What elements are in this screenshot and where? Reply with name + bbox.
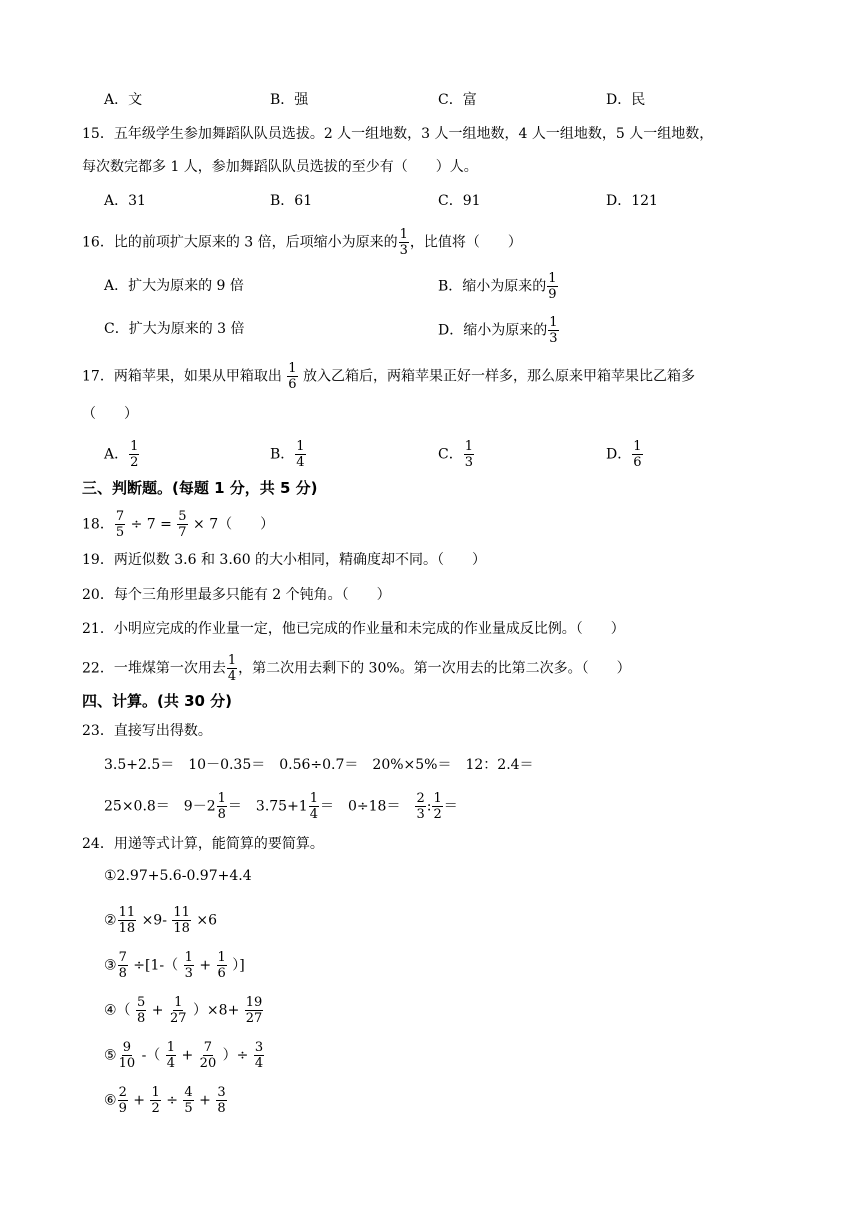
expr-fraction [217, 951, 227, 980]
q15-option-d: D．121 [606, 193, 658, 209]
q24-expr-1: ①2.97+5.6-0.97+4.4 [104, 868, 252, 884]
frac-num: 3 [254, 1040, 264, 1055]
q18-fraction-1 [115, 510, 125, 539]
q16-stem-post: ，比值将（ ） [409, 234, 522, 251]
frac-den: 3 [464, 455, 473, 470]
q22 [82, 654, 631, 683]
q22-pre: 22．一堆煤第一次用去 [82, 660, 226, 677]
q17-option-b [270, 440, 307, 469]
q20: 20．每个三角形里最多只能有 2 个钝角。（ ） [82, 587, 391, 603]
q24-expr-2 [104, 906, 217, 935]
q24-expr-3 [104, 951, 245, 980]
expr-op: ）] [232, 957, 245, 974]
section-4-heading: 四、计算。(共 30 分) [82, 692, 233, 710]
frac-num: 2 [416, 791, 425, 806]
expr-op: ）÷ [222, 1047, 249, 1064]
q14-option-d: D．民 [606, 92, 646, 108]
expr-fraction [254, 1041, 264, 1070]
q23-r2-fraction-c1 [415, 792, 425, 821]
q16-option-d-text: D．缩小为原来的 [438, 322, 548, 339]
q16-option-a: A．扩大为原来的 9 倍 [104, 278, 244, 294]
frac-num: 1 [309, 791, 318, 806]
q17-stem [82, 362, 695, 391]
q23-r2-fraction-a [217, 792, 227, 821]
q22-post: ，第二次用去剩下的 30%。第一次用去的比第二次多。（ ） [238, 660, 631, 677]
frac-num: 19 [245, 995, 263, 1010]
expr-number: ④（ [104, 1002, 131, 1019]
frac-den: 6 [288, 377, 297, 392]
option-label: C． [438, 446, 463, 463]
option-label: A． [104, 446, 129, 463]
frac-den: 5 [184, 1101, 193, 1116]
expr-number: ⑤ [104, 1047, 117, 1064]
frac-num: 4 [184, 1085, 193, 1100]
option-fraction [464, 440, 474, 469]
q18-divide: ÷ 7 = [130, 516, 172, 533]
frac-den: 9 [548, 287, 557, 302]
frac-den: 4 [166, 1056, 176, 1071]
q15-line2: 每次数完都多 1 人，参加舞蹈队队员选拔的至少有（ ）人。 [82, 159, 478, 175]
frac-den: 10 [118, 1056, 136, 1071]
frac-den: 2 [151, 1101, 160, 1116]
expr-op: + [199, 1092, 211, 1109]
frac-num: 1 [217, 950, 226, 965]
expr-op: ×6 [196, 912, 218, 929]
expr-fraction [184, 951, 194, 980]
frac-num: 1 [151, 1085, 160, 1100]
q18-fraction-2 [177, 510, 187, 539]
q24-title: 24．用递等式计算，能简算的要简算。 [82, 836, 324, 852]
expr-number: ② [104, 912, 117, 929]
q23-r2-end: ＝ [443, 798, 458, 815]
expr-op: -（ [141, 1047, 161, 1064]
q23-r2-fraction-b [309, 792, 319, 821]
q23-r2-part-c: ＝ 0÷18＝ [320, 798, 415, 815]
q16-option-b [438, 272, 559, 301]
frac-num: 1 [227, 653, 237, 668]
frac-num: 3 [217, 1085, 226, 1100]
frac-num: 1 [288, 361, 297, 376]
frac-num: 1 [464, 439, 473, 454]
q16-option-b-text: B．缩小为原来的 [438, 278, 547, 295]
q17-option-c [438, 440, 475, 469]
q16-option-c: C．扩大为原来的 3 倍 [104, 321, 245, 337]
frac-num: 1 [433, 791, 442, 806]
frac-num: 7 [203, 1040, 213, 1055]
frac-den: 18 [173, 921, 190, 936]
frac-num: 1 [296, 439, 305, 454]
expr-op: ）×8+ [192, 1002, 240, 1019]
frac-den: 8 [118, 966, 127, 981]
frac-den: 9 [118, 1101, 127, 1116]
frac-num: 1 [549, 315, 558, 330]
q23-title: 23．直接写出得数。 [82, 723, 212, 739]
option-fraction [295, 440, 305, 469]
frac-den: 8 [217, 807, 226, 822]
q21: 21．小明应完成的作业量一定，他已完成的作业量和未完成的作业量成反比例。（ ） [82, 621, 625, 637]
option-label: B． [270, 446, 295, 463]
option-fraction [632, 440, 642, 469]
expr-fraction [245, 996, 264, 1025]
frac-den: 27 [245, 1011, 263, 1026]
expr-fraction [183, 1086, 193, 1115]
expr-fraction [136, 996, 146, 1025]
expr-fraction [118, 906, 137, 935]
q16-option-d-fraction [548, 316, 558, 345]
q17-stem-pre: 17．两箱苹果，如果从甲箱取出 [82, 368, 282, 385]
expr-fraction [150, 1086, 160, 1115]
q24-expr-5 [104, 1041, 265, 1070]
q19: 19．两近似数 3.6 和 3.60 的大小相同，精确度却不同。（ ） [82, 552, 487, 568]
q23-r2-ratio-sep: : [426, 798, 432, 815]
q15-option-b: B．61 [270, 193, 313, 209]
frac-num: 1 [166, 1040, 176, 1055]
frac-den: 7 [178, 525, 187, 540]
expr-op: + [151, 1002, 164, 1019]
q23-r2-part-b: ＝ 3.75+1 [227, 798, 308, 815]
frac-den: 4 [254, 1056, 264, 1071]
frac-num: 11 [173, 905, 190, 920]
frac-den: 2 [433, 807, 442, 822]
q16-stem-pre: 16．比的前项扩大原来的 3 倍，后项缩小为原来的 [82, 234, 398, 251]
frac-num: 1 [217, 791, 226, 806]
q18-number: 18． [82, 516, 114, 533]
expr-fraction [216, 1086, 226, 1115]
expr-number: ⑥ [104, 1092, 117, 1109]
expr-op: ×9- [141, 912, 167, 929]
q16-frac-num: 1 [399, 227, 408, 242]
frac-den: 20 [199, 1056, 217, 1071]
frac-den: 2 [130, 455, 139, 470]
q24-expr-6 [104, 1086, 228, 1115]
q17-option-d [606, 440, 644, 469]
frac-den: 5 [115, 525, 125, 540]
frac-den: 18 [118, 921, 136, 936]
expr-fraction [118, 951, 128, 980]
q16-fraction [399, 228, 409, 257]
frac-num: 7 [115, 509, 125, 524]
frac-num: 1 [548, 271, 557, 286]
q17-option-a [104, 440, 140, 469]
q15-option-c: C．91 [438, 193, 481, 209]
frac-den: 4 [309, 807, 318, 822]
expr-op: + [133, 1092, 146, 1109]
frac-num: 1 [633, 439, 642, 454]
q14-option-c: C．富 [438, 92, 477, 108]
q18 [82, 510, 274, 539]
expr-fraction [199, 1041, 218, 1070]
q23-row-1: 3.5+2.5＝ 10－0.35＝ 0.56÷0.7＝ 20%×5%＝ 12：2.4＝ [104, 757, 534, 773]
q17-fraction [287, 362, 297, 391]
q16-option-d [438, 316, 560, 345]
q23-row-2 [104, 792, 458, 821]
q14-option-a: A．文 [104, 92, 143, 108]
section-3-heading: 三、判断题。(每题 1 分，共 5 分) [82, 479, 318, 497]
frac-den: 27 [169, 1011, 187, 1026]
q22-fraction [227, 654, 237, 683]
expr-op: + [199, 957, 212, 974]
option-fraction [129, 440, 139, 469]
frac-num: 1 [184, 950, 193, 965]
expr-fraction [166, 1041, 176, 1070]
frac-den: 3 [184, 966, 193, 981]
frac-den: 6 [217, 966, 226, 981]
frac-num: 9 [122, 1040, 131, 1055]
frac-den: 6 [633, 455, 642, 470]
frac-num: 7 [118, 950, 127, 965]
frac-den: 4 [227, 669, 237, 684]
expr-fraction [118, 1041, 137, 1070]
frac-num: 11 [118, 905, 136, 920]
q16-frac-den: 3 [399, 243, 408, 258]
expr-op: + [181, 1047, 194, 1064]
frac-den: 3 [416, 807, 425, 822]
frac-den: 8 [217, 1101, 226, 1116]
expr-fraction [118, 1086, 128, 1115]
expr-op: ÷ [166, 1092, 178, 1109]
q16-option-b-fraction [547, 272, 557, 301]
frac-num: 1 [174, 995, 183, 1010]
expr-fraction [172, 906, 191, 935]
frac-den: 4 [296, 455, 305, 470]
q15-line1: 15．五年级学生参加舞蹈队队员选拔。2 人一组地数，3 人一组地数，4 人一组地数，5 人一组地数， [82, 126, 714, 142]
frac-den: 3 [549, 331, 558, 346]
q14-option-b: B．强 [270, 92, 309, 108]
expr-number: ③ [104, 957, 117, 974]
frac-num: 5 [178, 509, 187, 524]
option-label: D． [606, 446, 632, 463]
q15-option-a: A．31 [104, 193, 146, 209]
q17-stem-post: 放入乙箱后，两箱苹果正好一样多，那么原来甲箱苹果比乙箱多 [303, 368, 696, 385]
frac-num: 1 [130, 439, 139, 454]
q17-answer-blank: （ ） [82, 406, 138, 422]
q16-stem [82, 228, 522, 257]
expr-op: ÷[1-（ [133, 957, 179, 974]
q24-expr-4 [104, 996, 264, 1025]
q18-multiply: × 7（ ） [193, 516, 275, 533]
expr-fraction [169, 996, 188, 1025]
frac-den: 8 [137, 1011, 146, 1026]
frac-num: 2 [118, 1085, 127, 1100]
frac-num: 5 [137, 995, 146, 1010]
q23-r2-part-a: 25×0.8＝ 9－2 [104, 798, 216, 815]
q23-r2-fraction-c2 [432, 792, 442, 821]
